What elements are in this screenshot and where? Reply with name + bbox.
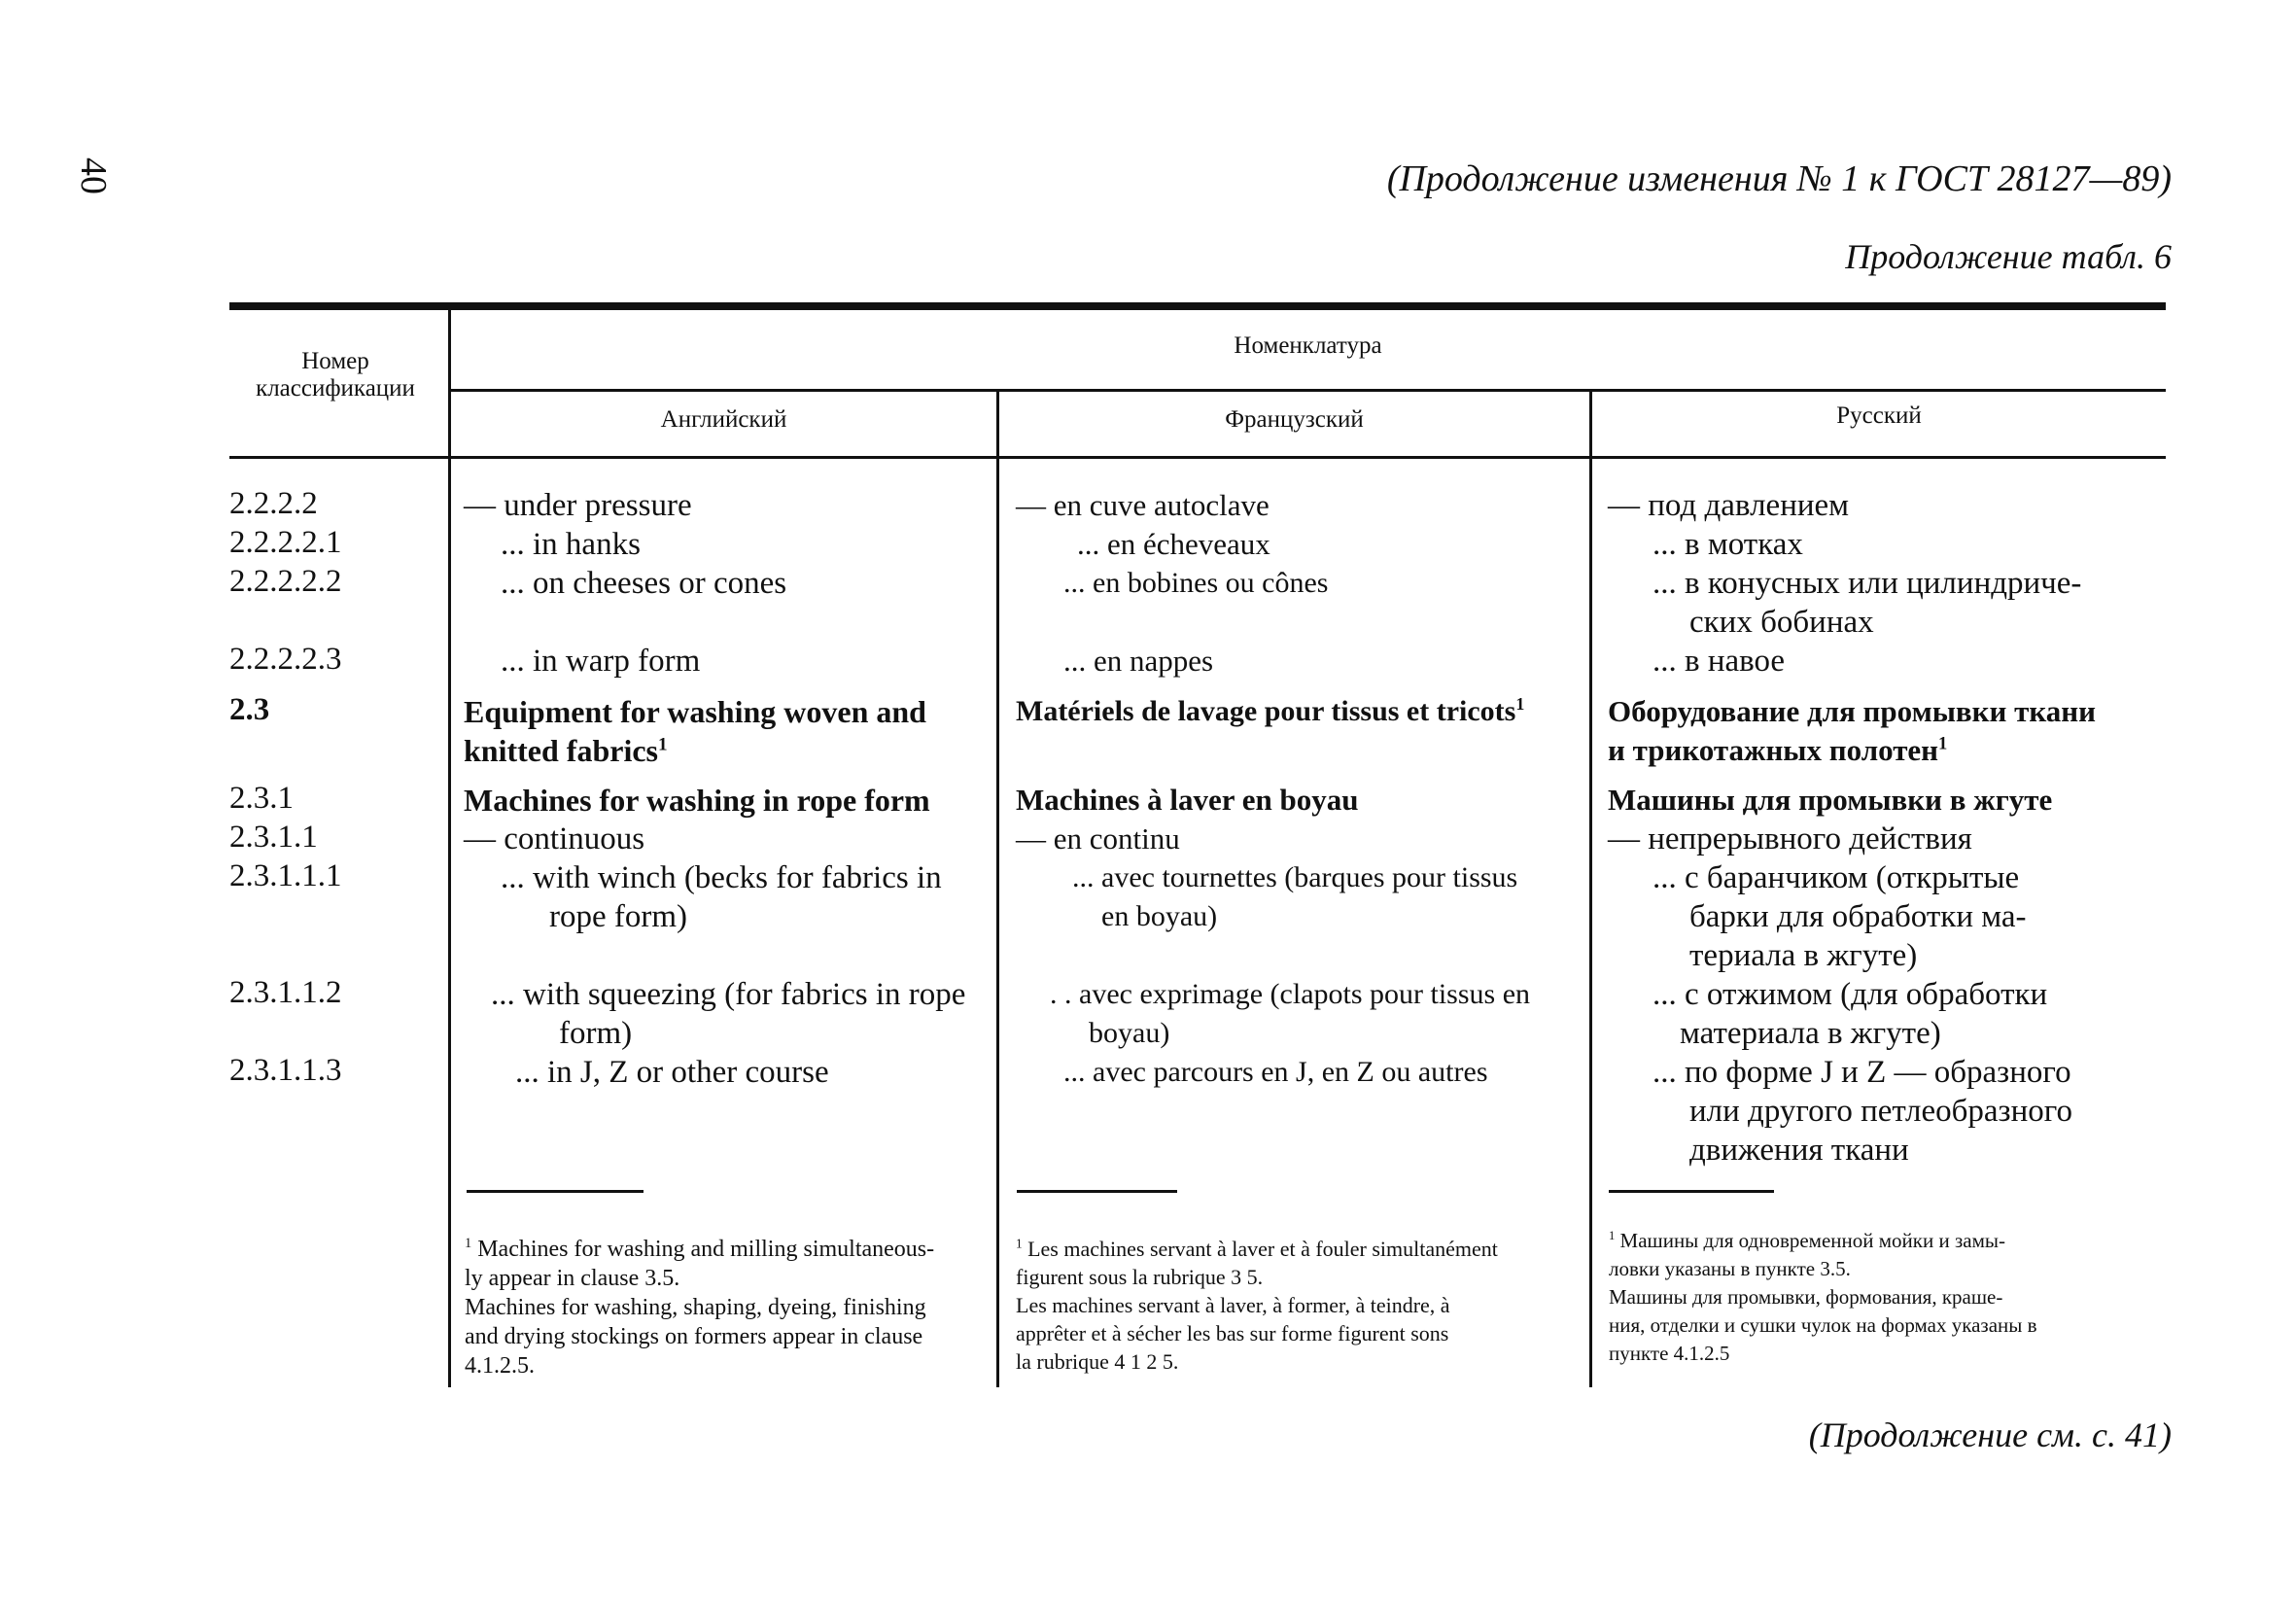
russian-term-line: ... по форме J и Z — образного xyxy=(1652,1055,2071,1090)
class-number: 2.3.1.1.3 xyxy=(229,1053,342,1088)
class-number: 2.3.1.1 xyxy=(229,820,318,855)
russian-term xyxy=(1652,858,2027,975)
footnote-line xyxy=(1016,1235,1584,1263)
russian-column-header: Русский xyxy=(1836,402,1922,429)
footnote-line: apprêter et à sécher les bas sur forme figurent sons xyxy=(1016,1321,1449,1345)
table-caption: Продолжение табл. 6 xyxy=(1845,237,2172,276)
french-term-line: boyau) xyxy=(1089,1017,1170,1049)
russian-term: — непрерывного действия xyxy=(1608,821,1972,856)
english-term: ... in hanks xyxy=(501,527,641,562)
english-term: Machines for washing in rope form xyxy=(464,783,930,818)
english-term-line: ... with winch (becks for fabrics in xyxy=(501,860,942,895)
footnote-mark: 1 xyxy=(1515,694,1525,714)
french-term xyxy=(1050,975,1530,1053)
russian-term xyxy=(1652,975,2047,1053)
english-term xyxy=(491,975,965,1053)
russian-term xyxy=(1652,1053,2072,1170)
footnote-line: ly appear in clause 3.5. xyxy=(465,1266,680,1291)
table-top-rule xyxy=(229,302,2166,310)
french-term: Machines à laver en boyau xyxy=(1016,783,1359,817)
english-term-line: ... with squeezing (for fabrics in rope xyxy=(491,977,966,1012)
russian-term: ... в конусных или цилиндриче- xyxy=(1652,566,2082,601)
footnote-line: пункте 4.1.2.5 xyxy=(1609,1342,1730,1365)
footnote-line: Les machines servant à laver, à former, à teindre, à xyxy=(1016,1293,1450,1317)
class-number: 2.2.2.2.2 xyxy=(229,564,342,599)
column-divider-3 xyxy=(1589,391,1592,1387)
russian-term: — под давлением xyxy=(1608,488,1850,523)
english-term xyxy=(464,692,989,770)
column-divider-2 xyxy=(996,391,999,1387)
english-term-line xyxy=(464,731,989,770)
running-header: (Продолжение изменения № 1 к ГОСТ 28127—89) xyxy=(1386,158,2172,199)
russian-term: Машины для промывки в жгуте xyxy=(1608,783,2053,817)
russian-term-line-text: и трикотажных полотен xyxy=(1608,733,1939,767)
french-term: — en cuve autoclave xyxy=(1016,488,1270,522)
footnote-french xyxy=(1016,1235,1584,1376)
french-term-line: ... avec tournettes (barques pour tissus xyxy=(1072,861,1518,893)
footnote-line xyxy=(465,1235,992,1264)
class-number: 2.2.2.2.3 xyxy=(229,642,342,677)
french-term-line: . . avec exprimage (clapots pour tissus en xyxy=(1050,978,1531,1010)
footnote-separator-english xyxy=(467,1190,644,1193)
footnote-line: ловки указаны в пункте 3.5. xyxy=(1609,1257,1851,1280)
page-number: 40 xyxy=(73,157,114,194)
footnote-line xyxy=(1609,1227,2168,1255)
french-term xyxy=(1072,858,1517,936)
russian-term-line: ... с баранчиком (открытые xyxy=(1652,860,2020,895)
classification-number-header-text: Номер классификации xyxy=(256,348,415,402)
french-term: ... avec parcours en J, en Z ou autres xyxy=(1063,1056,1488,1088)
english-term-line-text: knitted fabrics xyxy=(464,733,658,768)
french-term: ... en bobines ou cônes xyxy=(1063,567,1329,599)
russian-term-line xyxy=(1608,731,2096,770)
footnote-mark: 1 xyxy=(1016,1236,1023,1251)
footnote-line-text: Машины для одновременной мойки и замы- xyxy=(1619,1229,2005,1252)
footnote-line: figurent sous la rubrique 3 5. xyxy=(1016,1265,1264,1289)
footnote-line: 4.1.2.5. xyxy=(465,1353,535,1379)
footnote-line-text: Les machines servant à laver et à fouler simultanément xyxy=(1027,1237,1498,1261)
russian-term-line: териала в жгуте) xyxy=(1689,938,1918,973)
russian-term-line: ... с отжимом (для обработки xyxy=(1652,977,2048,1012)
footnote-mark: 1 xyxy=(1609,1229,1616,1242)
nomenclature-header: Номенклатура xyxy=(1234,332,1382,359)
english-term: ... in warp form xyxy=(501,644,701,679)
footnote-english xyxy=(465,1235,992,1380)
footnote-line: and drying stockings on formers appear in clause xyxy=(465,1324,923,1349)
french-term: — en continu xyxy=(1016,821,1180,856)
english-term xyxy=(501,858,942,936)
footnote-mark: 1 xyxy=(658,734,668,755)
english-term-line: form) xyxy=(559,1016,633,1051)
french-term: ... en nappes xyxy=(1063,644,1214,678)
column-divider-1 xyxy=(448,310,451,1387)
english-term-line: Equipment for washing woven and xyxy=(464,694,926,729)
english-term: ... on cheeses or cones xyxy=(501,566,787,601)
footnote-line-text: Machines for washing and milling simultaneous- xyxy=(477,1237,935,1262)
russian-term-line: барки для обработки ма- xyxy=(1689,899,2027,934)
class-number: 2.3 xyxy=(229,692,270,727)
english-term-line: rope form) xyxy=(549,899,688,934)
footnote-line: la rubrique 4 1 2 5. xyxy=(1016,1349,1179,1374)
french-term xyxy=(1016,692,1524,731)
french-term: ... en écheveaux xyxy=(1077,527,1270,561)
class-number: 2.2.2.2.1 xyxy=(229,525,342,560)
russian-term: ... в навое xyxy=(1652,644,1786,679)
russian-term xyxy=(1608,692,2096,770)
english-column-header: Английский xyxy=(660,406,787,433)
nomenclature-rule xyxy=(450,389,2166,392)
english-term: — under pressure xyxy=(464,488,692,523)
footnote-line: Машины для промывки, формования, краше- xyxy=(1609,1285,2003,1309)
russian-term-line: движения ткани xyxy=(1689,1133,1909,1168)
french-term-text: Matériels de lavage pour tissus et tricots xyxy=(1016,695,1516,727)
russian-term: ... в мотках xyxy=(1652,527,1803,562)
footnote-separator-russian xyxy=(1609,1190,1774,1193)
french-column-header: Французский xyxy=(1225,406,1364,433)
footnote-line: Machines for washing, shaping, dyeing, finishing xyxy=(465,1295,926,1320)
footnote-line: ния, отделки и сушки чулок на формах указаны в xyxy=(1609,1313,2037,1337)
continuation-note: (Продолжение см. с. 41) xyxy=(1808,1415,2172,1454)
class-number: 2.3.1.1.2 xyxy=(229,975,342,1010)
french-term-line: en boyau) xyxy=(1101,900,1218,932)
classification-number-header xyxy=(233,348,437,402)
english-term: — continuous xyxy=(464,821,645,856)
class-number: 2.2.2.2 xyxy=(229,486,318,521)
russian-term-line: Оборудование для промывки ткани xyxy=(1608,694,2096,728)
footnote-mark: 1 xyxy=(1938,733,1948,754)
class-number: 2.3.1 xyxy=(229,781,294,816)
russian-term-line: материала в жгуте) xyxy=(1680,1016,1941,1051)
class-number: 2.3.1.1.1 xyxy=(229,858,342,893)
russian-term-line: или другого петлеобразного xyxy=(1689,1094,2072,1129)
russian-term-continuation: ских бобинах xyxy=(1689,605,1874,640)
footnote-mark: 1 xyxy=(465,1236,472,1251)
header-bottom-rule xyxy=(229,456,2166,459)
footnote-russian xyxy=(1609,1227,2168,1368)
footnote-separator-french xyxy=(1017,1190,1177,1193)
english-term: ... in J, Z or other course xyxy=(515,1055,829,1090)
